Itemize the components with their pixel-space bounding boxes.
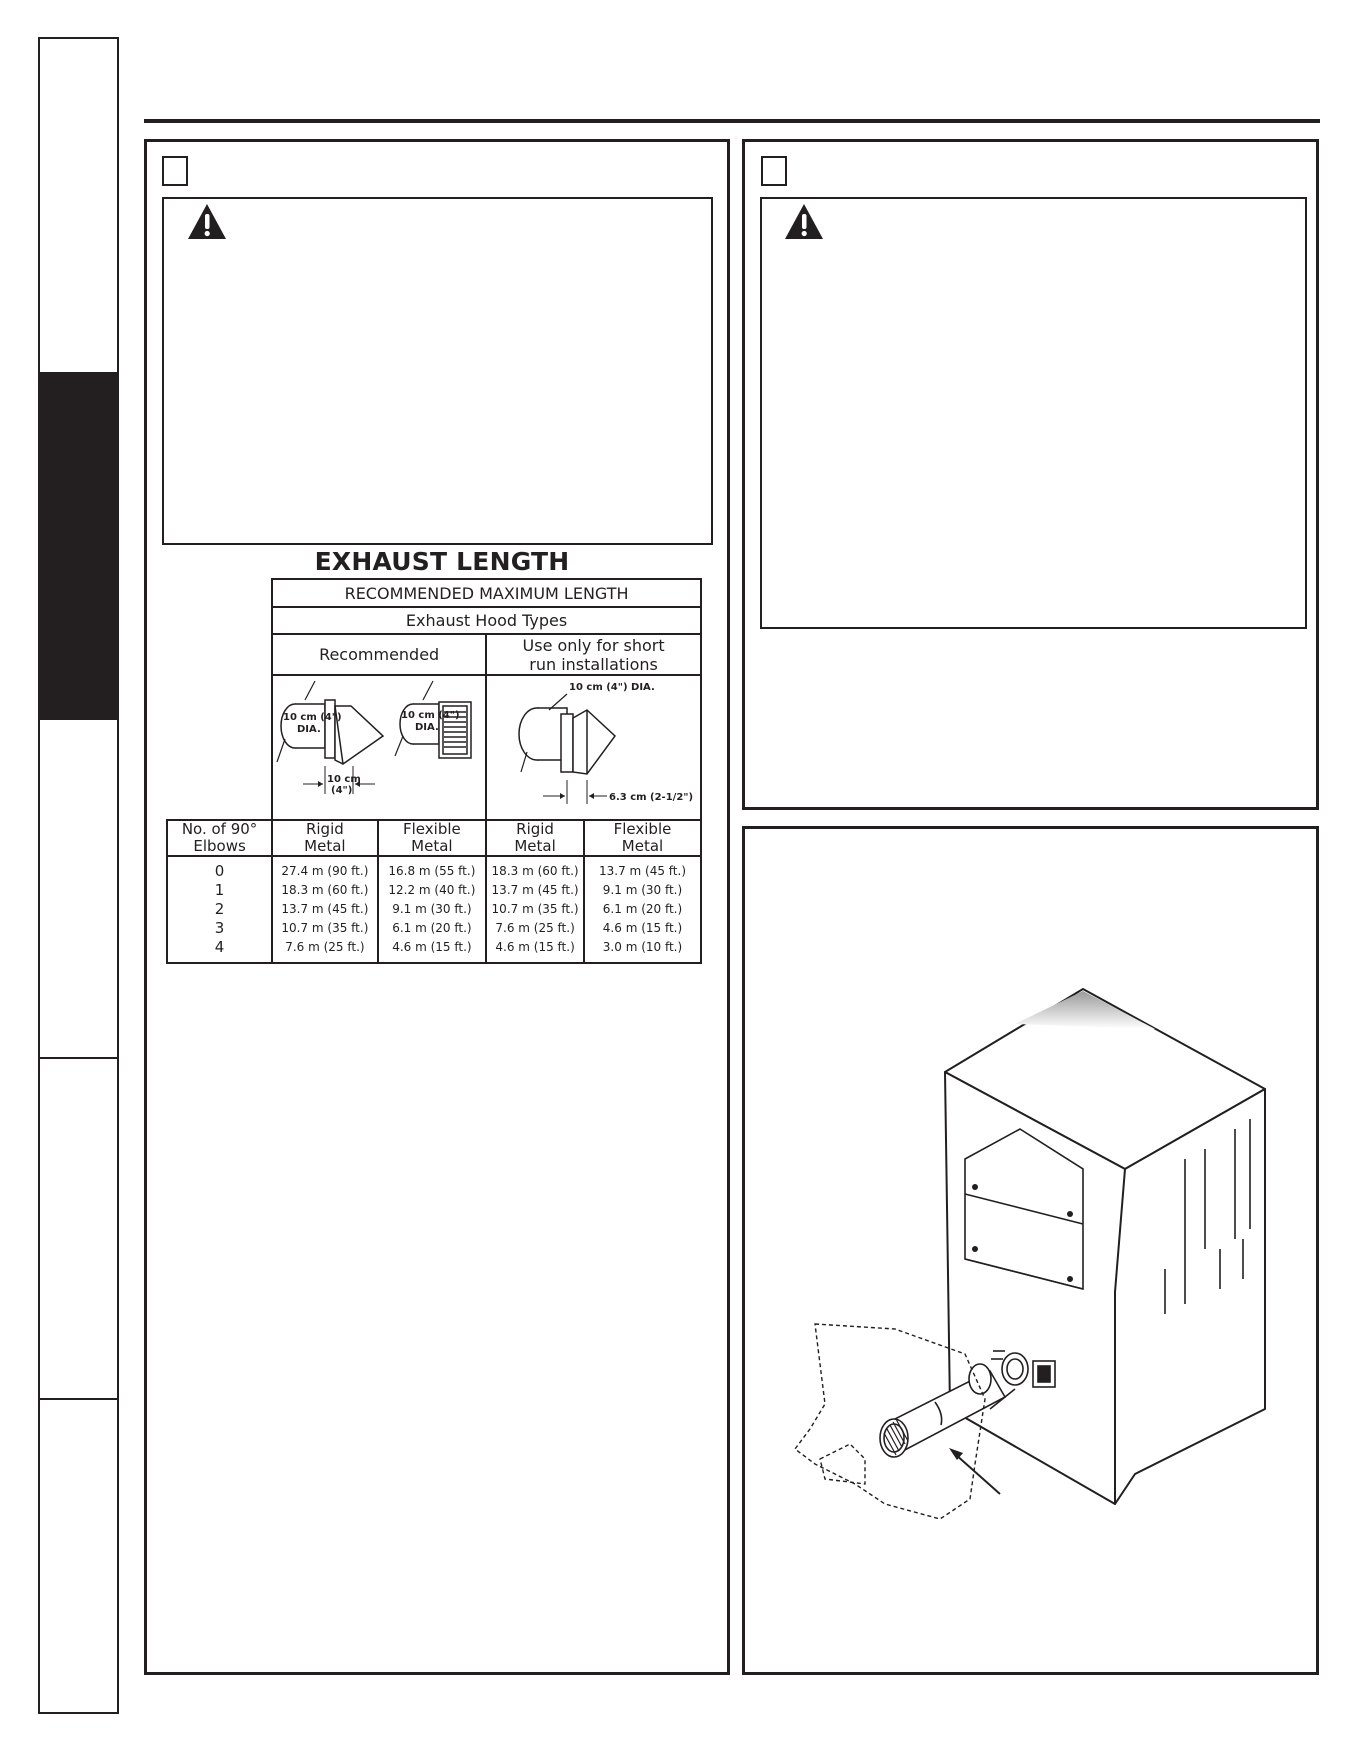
length-value: 12.2 m (40 ft.) (388, 883, 476, 897)
col-rec-rigid: Rigid Metal (272, 820, 377, 856)
pointer-arrow-icon (949, 1448, 1000, 1494)
width-label-b: (4") (331, 785, 353, 796)
length-value: 7.6 m (25 ft.) (495, 921, 575, 935)
length-value: 13.7 m (45 ft.) (281, 902, 369, 916)
elbow-value: 0 (214, 862, 225, 880)
short-run-header: Use only for short run installations (486, 634, 701, 675)
hood-types-header: Exhaust Hood Types (272, 607, 701, 634)
elbow-value: 2 (214, 900, 225, 918)
short-run-hood-diagram (486, 675, 701, 820)
short-dia-label: 10 cm (4") DIA. (569, 682, 655, 693)
dia-label-a-2: 10 cm (4") (401, 710, 460, 721)
length-value: 13.7 m (45 ft.) (491, 883, 579, 897)
short-run-hood-illustration (487, 676, 698, 819)
dia-label-a: 10 cm (4") (283, 712, 342, 723)
length-value: 16.8 m (55 ft.) (388, 864, 476, 878)
short-flexible-values (584, 856, 701, 963)
dryer-exhaust-illustration-panel (742, 826, 1319, 1675)
col-rec-flexible: Flexible Metal (378, 820, 487, 856)
tab-divider (40, 1057, 117, 1059)
dia-label-b-2: DIA. (415, 722, 439, 733)
exhaust-requirements-panel (144, 139, 730, 1675)
rec-rigid-values (272, 856, 377, 963)
tab-divider (40, 1398, 117, 1400)
warning-box (760, 197, 1307, 629)
length-value: 10.7 m (35 ft.) (281, 921, 369, 935)
short-gap-label: 6.3 cm (2-1/2") (609, 792, 694, 803)
recommended-hood-diagram (272, 675, 486, 820)
elbow-value: 1 (214, 881, 225, 899)
rec-flexible-values (378, 856, 487, 963)
step-checkbox (761, 156, 787, 186)
width-label-a: 10 cm (327, 774, 361, 785)
length-value: 7.6 m (25 ft.) (285, 940, 365, 954)
empty-corner (167, 579, 272, 675)
dryer-rear-illustration (765, 959, 1285, 1519)
exhaust-length-table (166, 578, 702, 964)
elbow-value: 3 (214, 919, 225, 937)
section-tab-strip (38, 37, 119, 1714)
col-elbows: No. of 90° Elbows (167, 820, 272, 856)
length-value: 4.6 m (15 ft.) (392, 940, 472, 954)
short-rigid-values (486, 856, 584, 963)
active-section-tab (40, 372, 117, 720)
step-checkbox (162, 156, 188, 186)
length-value: 18.3 m (60 ft.) (491, 864, 579, 878)
table-title: RECOMMENDED MAXIMUM LENGTH (272, 579, 701, 607)
warning-triangle-icon (784, 202, 824, 242)
length-value: 27.4 m (90 ft.) (281, 864, 369, 878)
warning-box (162, 197, 713, 545)
length-value: 6.1 m (20 ft.) (392, 921, 472, 935)
recommended-header: Recommended (272, 634, 486, 675)
elbows-values (167, 856, 272, 963)
col-short-flexible: Flexible Metal (584, 820, 701, 856)
header-rule (144, 119, 1320, 123)
dia-label-b: DIA. (297, 724, 321, 735)
length-value: 10.7 m (35 ft.) (491, 902, 579, 916)
length-value: 13.7 m (45 ft.) (598, 864, 687, 878)
length-value: 6.1 m (20 ft.) (602, 902, 683, 916)
length-value: 4.6 m (15 ft.) (602, 921, 683, 935)
col-short-rigid: Rigid Metal (486, 820, 584, 856)
length-value: 9.1 m (30 ft.) (602, 883, 683, 897)
length-value: 3.0 m (10 ft.) (602, 940, 683, 954)
recommended-hoods-illustration (273, 676, 485, 819)
length-value: 9.1 m (30 ft.) (392, 902, 472, 916)
exhaust-length-title: EXHAUST LENGTH (314, 547, 570, 576)
length-value: 4.6 m (15 ft.) (495, 940, 575, 954)
length-value: 18.3 m (60 ft.) (281, 883, 369, 897)
elbow-value: 4 (214, 938, 225, 956)
second-step-panel (742, 139, 1319, 810)
warning-triangle-icon (187, 202, 227, 242)
